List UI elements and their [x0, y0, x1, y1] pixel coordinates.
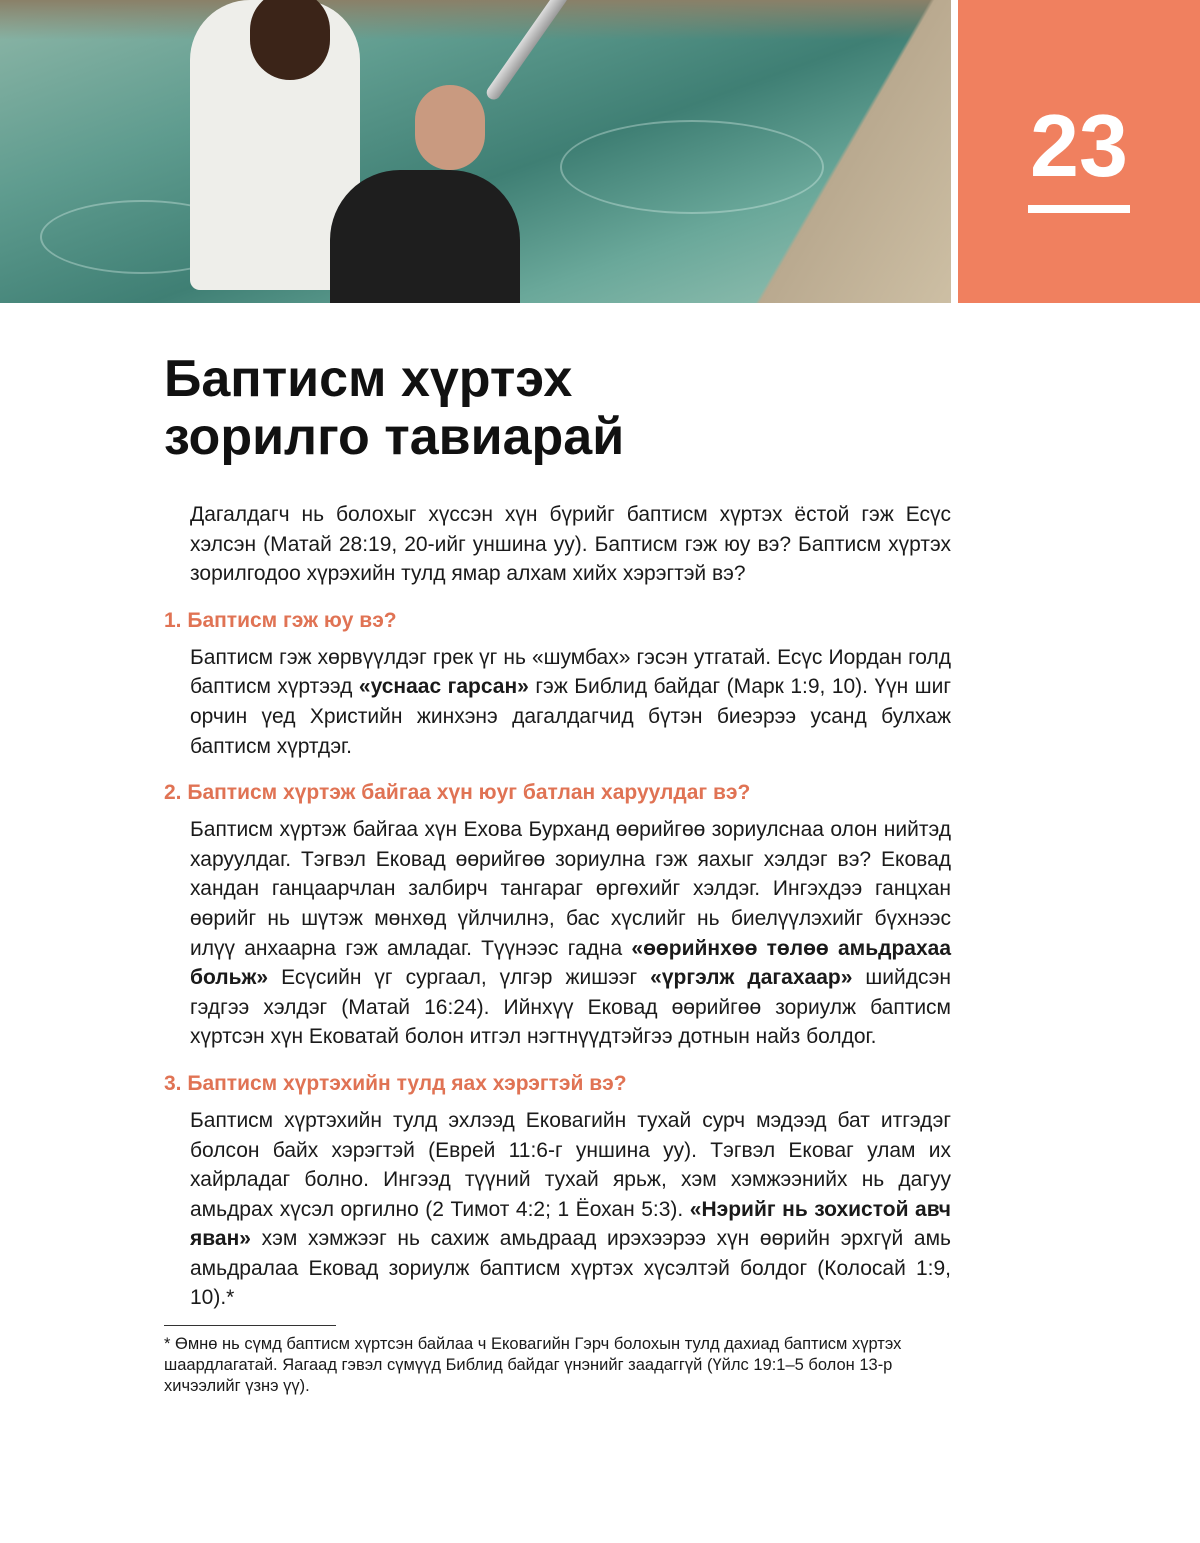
- text-segment: гэж Библид байдаг (Марк 1:9, 10). Үүн шиг орчин үед Христийн жинхэнэ дагалдагчид бүтэн биеэрээ усанд булхаж баптисм хүртдэг.: [190, 675, 951, 758]
- section-paragraph-3: [190, 1106, 951, 1313]
- page-title: [164, 350, 864, 466]
- footnote-divider: [164, 1325, 336, 1326]
- section-heading-2: 2. Баптисм хүртэж байгаа хүн юуг батлан харуулдаг вэ?: [164, 781, 751, 805]
- lesson-content: [164, 500, 951, 1397]
- text-segment: хэм хэмжээг нь сахиж амьдраад ирэхээрээ хүн өөрийн эрхгүй амь амьдралаа Ековад зориулж баптисм хүртэх хүсэлтэй болдог (Колосай 1:9, 10).*: [190, 1227, 951, 1310]
- ripple: [560, 120, 824, 214]
- section-heading-3: 3. Баптисм хүртэхийн тулд яах хэрэгтэй вэ?: [164, 1071, 627, 1095]
- chapter-number: 23: [1030, 96, 1128, 195]
- intro-paragraph: Дагалдагч нь болохыг хүссэн хүн бүрийг баптисм хүртэх ёстой гэж Есүс хэлсэн (Матай 28:19, 20-ийг уншина уу). Баптисм гэж юу вэ? Баптисм хүртэх зорилгодоо хүрэхийн тулд ямар алхам хийх хэрэгтэй вэ?: [190, 503, 951, 586]
- text-segment: Баптисм гэж хөрвүүлдэг грек үг нь «шумбах» гэсэн утгатай. Есүс Иордан голд баптисм хүртээд: [190, 645, 951, 699]
- chapter-underline: [1028, 205, 1130, 213]
- bold-quote: «Нэрийг нь зохистой авч яван»: [190, 1197, 951, 1251]
- text-segment: Баптисм хүртэж байгаа хүн Ехова Бурханд өөрийгөө зориулснаа олон нийтэд харуулдаг. Тэгвэл Ековад өөрийгөө зориулна гэж яахыг хэлдэг вэ? Ековад хандан ганцаарчлан залбирч тангараг өргөхийг хэлдэг. Ингэхдээ ганцхан өөрийг нь шүтэж мөнхөд үйлчилнэ, бас хүслийг нь биелүүлэхийг бүхнээс илүү анхаарна гэж амладаг. Түүнээс гадна: [190, 818, 951, 960]
- title-line: зорилго тавиарай: [164, 408, 625, 466]
- text-segment: Есүсийн үг сургаал, үлгэр жишээг: [268, 966, 651, 990]
- candidate-head: [415, 85, 485, 170]
- bold-quote: «үргэлж дагахаар»: [650, 966, 853, 990]
- bold-quote: «өөрийнхөө төлөө амьдрахаа больж»: [190, 936, 951, 990]
- baptism-photo: [0, 0, 951, 303]
- text-segment: шийдсэн гэдгээ хэлдэг (Матай 16:24). Ийнхүү Ековад өөрийгөө зориулж баптисм хүртсэн хүн Ековатай болон итгэл нэгтнүүдтэйгээ дотнын найз болдог.: [190, 966, 951, 1049]
- baptizer-head: [250, 0, 330, 80]
- text-segment: Баптисм хүртэхийн тулд эхлээд Ековагийн тухай сурч мэдээд бат итгэдэг болсон байх хэрэгтэй (Еврей 11:6-г уншина уу). Тэгвэл Ековаг улам их хайрладаг болно. Ингээд түүний тухай ярьж, хэм хэмжээнийх нь дагуу амьдрах хүсэл оргилно (2 Тимот 4:2; 1 Ёохан 5:3).: [190, 1108, 951, 1221]
- section-heading-1: 1. Баптисм гэж юу вэ?: [164, 608, 397, 632]
- candidate-figure: [330, 170, 520, 303]
- section-paragraph-1: [190, 643, 951, 761]
- title-line: Баптисм хүртэх: [164, 350, 573, 408]
- section-paragraph-2: [190, 815, 951, 1052]
- footnote: * Өмнө нь сүмд баптисм хүртсэн байлаа ч Ековагийн Гэрч болохын тулд дахиад баптисм хүртэх шаардлагатай. Яагаад гэвэл сүмүүд Библид байдаг үнэнийг заадаггүй (Үйлс 19:1–5 болон 13-р хичээлийг үзнэ үү).: [164, 1335, 902, 1396]
- bold-quote: «уснаас гарсан»: [358, 675, 529, 699]
- chapter-badge: [958, 0, 1200, 303]
